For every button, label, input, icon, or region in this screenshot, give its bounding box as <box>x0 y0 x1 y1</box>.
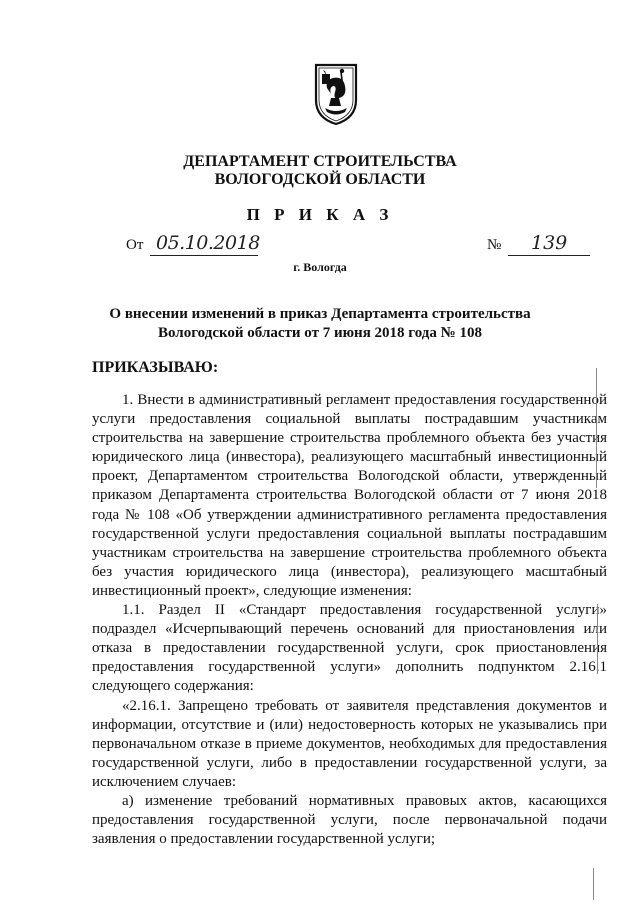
department-name-line2: ВОЛОГОДСКОЙ ОБЛАСТИ <box>214 171 426 188</box>
scan-margin-line <box>596 368 597 488</box>
document-type-title: П Р И К А З <box>246 205 394 224</box>
department-name-line1: ДЕПАРТАМЕНТ СТРОИТЕЛЬСТВА <box>183 153 457 170</box>
paragraph-1: 1. Внести в административный регламент предоставления государственной услуги предоставления социальной выплаты пострадавшим участникам строительства на завершение строительства проблемного объекта без участия юридического лица (инвестора), реализующего масштабный инвестиционный проект, Департаментом строительства Вологодской области, утвержденный приказом Департамента строительства Вологодской области от 7 июня 2018 года № 108 «Об утверждении административного регламента предоставления государственной услуги предоставления социальной выплаты пострадавшим участникам строительства на завершение строительства проблемного объекта без участия юридического лица (инвестора), реализующего масштабный инвестиционный проект», следующие изменения: <box>92 392 607 599</box>
coat-of-arms-icon <box>313 62 359 126</box>
city-label: г. Вологда <box>293 260 347 274</box>
order-heading: ПРИКАЗЫВАЮ: <box>92 359 219 376</box>
subject-line2: Вологодской области от 7 июня 2018 года № 108 <box>158 325 482 341</box>
document-body <box>92 391 607 849</box>
subject-line1: О внесении изменений в приказ Департамента строительства <box>109 306 531 322</box>
number-label: № <box>487 237 502 253</box>
handwritten-date: 05.10.2018 <box>156 232 260 254</box>
paragraph-a: а) изменение требований нормативных правовых актов, касающихся предоставления государственной услуги, после первоначальной подачи заявления о предоставлении государственной услуги; <box>92 792 607 848</box>
paragraph-1-1: 1.1. Раздел II «Стандарт предоставления государственной услуги» подраздел «Исчерпывающий перечень оснований для приостановления или отказа в предоставлении государственной услуги, срок приостановления предоставления государственной услуги» дополнить подпунктом 2.16.1 следующего содержания: <box>92 602 607 695</box>
paragraph-2-16-1: «2.16.1. Запрещено требовать от заявителя представления документов и информации, отсутствие и (или) недостоверность которых не указывались при первоначальном отказе в приеме документов, необходимых для предоставления государственной услуги, либо в предоставлении государственной услуги, за исключением случаев: <box>92 697 607 790</box>
scan-margin-line <box>597 604 598 674</box>
number-underline <box>508 255 590 256</box>
date-label: От <box>126 237 144 253</box>
date-underline <box>150 255 258 256</box>
scan-margin-line <box>593 868 594 900</box>
handwritten-number: 139 <box>531 232 568 254</box>
